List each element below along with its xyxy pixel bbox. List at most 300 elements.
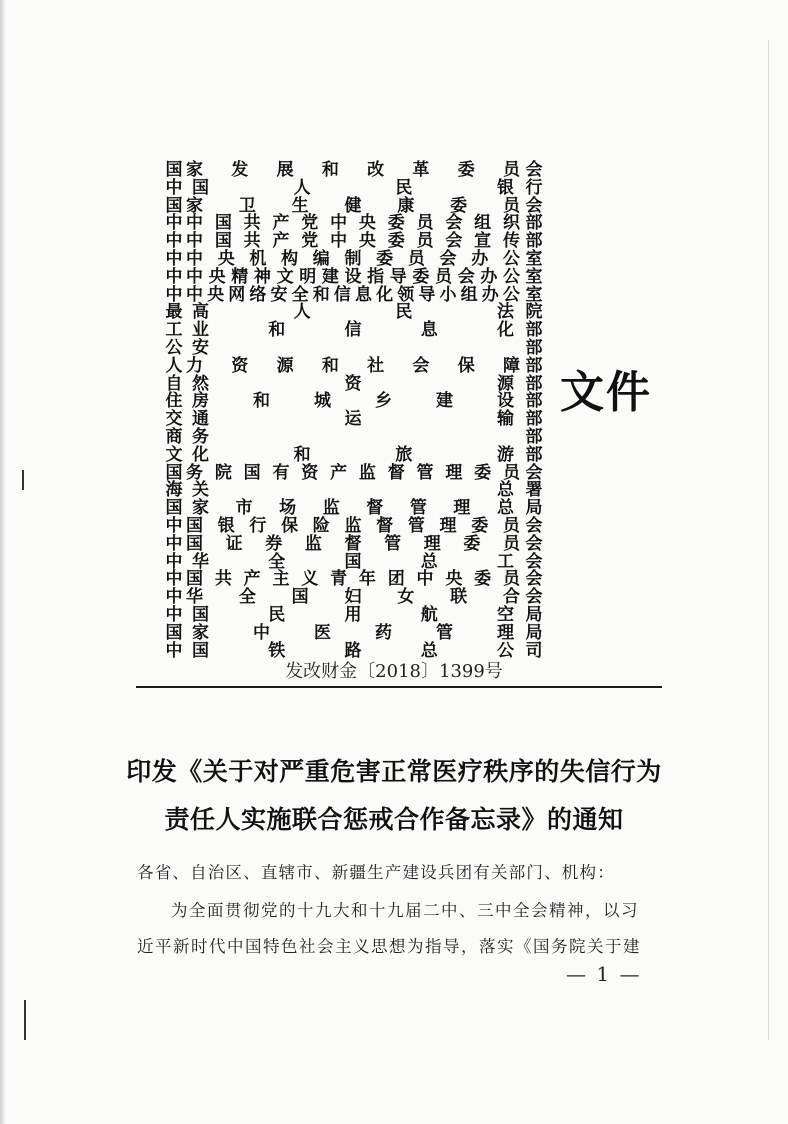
issuer-char: 委	[387, 213, 405, 234]
issuer-char: 和	[253, 391, 270, 412]
issuer-name-chars	[186, 177, 520, 198]
issuer-char: 关	[192, 480, 209, 501]
issuer-last-char: 部	[525, 426, 543, 447]
issuer-first-char: 国	[165, 160, 183, 180]
issuer-char: 员	[502, 569, 520, 590]
issuer-char: 员	[435, 266, 453, 287]
issuer-char: 华	[192, 551, 209, 572]
issuer-last-char: 会	[525, 587, 543, 608]
document-title-line-1: 印发《关于对严重危害正常医疗秩序的失信行为	[126, 757, 662, 786]
issuer-first-char: 文	[165, 444, 183, 465]
issuer-char: 银	[217, 515, 235, 536]
issuer-char: 资	[231, 355, 249, 376]
issuer-last-char: 部	[525, 355, 543, 376]
issuer-char: 督	[344, 533, 362, 554]
issuer-char: 总	[496, 498, 514, 519]
salutation: 各省、自治区、直辖市、新疆生产建设兵团有关部门、机构：	[137, 863, 615, 882]
issuer-char: 源	[497, 373, 514, 394]
issuer-char: 保	[457, 355, 475, 376]
issuer-name-chars	[186, 462, 520, 483]
issuer-char: 制	[344, 248, 362, 269]
issuer-char: 国	[192, 604, 209, 625]
issuer-char: 构	[281, 248, 299, 269]
issuer-char: 会	[457, 266, 475, 287]
issuer-char: 机	[249, 248, 267, 269]
issuer-char: 员	[503, 533, 520, 554]
body-paragraph-line-1: 为全面贯彻党的十九大和十九届二中、三中全会精神，以习	[171, 901, 639, 920]
issuer-char: 安	[270, 284, 288, 305]
issuer-char: 年	[358, 569, 376, 590]
scan-mark	[22, 470, 24, 490]
issuer-char: 行	[249, 515, 267, 536]
issuer-char: 团	[387, 569, 405, 590]
issuer-last-char: 会	[525, 195, 543, 216]
issuer-name-chars	[186, 215, 520, 233]
issuer-char: 城	[314, 391, 331, 412]
issuer-last-char: 会	[525, 533, 543, 554]
issuer-char: 委	[474, 462, 492, 483]
issuer-row	[164, 355, 546, 376]
issuer-char: 中	[186, 266, 203, 287]
issuer-char: 民	[395, 177, 413, 198]
issuer-char: 银	[496, 177, 514, 198]
issuer-char: 共	[243, 213, 261, 234]
issuer-first-char: 海	[165, 480, 183, 501]
issuer-char: 和	[321, 355, 339, 376]
issuer-name-chars	[186, 373, 520, 394]
issuer-last-char: 部	[525, 320, 543, 341]
issuer-char: 铁	[268, 640, 286, 661]
scan-shadow-edge	[0, 0, 6, 1124]
issuer-first-char: 人	[165, 355, 183, 376]
issuer-row	[164, 622, 546, 643]
issuer-char: 神	[253, 266, 271, 287]
issuer-char: 全	[238, 587, 256, 608]
issuer-char: 国	[214, 231, 232, 252]
issuer-char: 息	[420, 320, 438, 341]
issuer-last-char: 局	[525, 622, 543, 643]
issuer-char: 义	[301, 569, 319, 590]
issuer-char: 员	[416, 213, 434, 234]
issuer-char: 宣	[474, 231, 492, 252]
issuer-name-chars	[186, 533, 520, 554]
issuer-char: 理	[497, 622, 514, 643]
issuer-char: 信	[333, 284, 351, 305]
issuer-last-char: 部	[525, 391, 543, 412]
issuer-row	[164, 444, 546, 465]
issuer-name-chars	[186, 322, 520, 340]
issuer-char: 国	[186, 515, 203, 536]
issuer-char: 中	[186, 213, 203, 234]
issuer-last-char: 部	[525, 213, 543, 234]
issuer-char: 障	[502, 355, 520, 376]
issuer-char: 建	[321, 266, 339, 287]
issuer-last-char: 局	[525, 604, 543, 625]
header-divider	[136, 686, 662, 688]
issuer-char: 合	[502, 587, 520, 608]
issuer-char: 保	[281, 515, 299, 536]
issuer-name-chars	[186, 426, 520, 447]
issuer-char: 中	[416, 569, 434, 590]
issuer-char: 委	[463, 533, 481, 554]
issuer-first-char: 交	[165, 409, 183, 430]
issuer-name-chars	[186, 355, 520, 376]
issuer-char: 源	[276, 355, 294, 376]
issuer-last-char: 室	[525, 266, 543, 287]
issuer-char: 共	[214, 569, 232, 590]
issuer-char: 监	[322, 498, 340, 519]
issuer-char: 中	[186, 248, 203, 269]
issuer-char: 会	[412, 355, 430, 376]
issuer-char: 明	[299, 266, 317, 287]
issuer-last-char: 会	[525, 569, 543, 590]
issuer-char: 理	[445, 462, 463, 483]
issuer-first-char: 国	[165, 462, 183, 483]
issuer-char: 网	[228, 284, 246, 305]
issuer-char: 法	[496, 302, 514, 323]
issuer-char: 女	[397, 587, 415, 608]
issuer-char: 导	[389, 266, 407, 287]
issuer-char: 工	[497, 551, 514, 572]
issuer-char: 国	[192, 177, 209, 198]
issuer-char: 督	[366, 498, 384, 519]
issuer-char: 委	[471, 515, 489, 536]
issuer-name-chars	[186, 444, 520, 465]
issuer-char: 央	[208, 266, 226, 287]
issuer-last-char: 部	[525, 444, 543, 465]
issuer-char: 展	[276, 160, 294, 180]
scan-mark	[24, 1000, 26, 1040]
issuer-last-char: 司	[525, 640, 543, 661]
issuer-name-chars	[186, 551, 520, 572]
issuer-row	[164, 284, 546, 305]
issuer-char: 产	[272, 231, 290, 252]
issuer-char: 组	[460, 284, 478, 305]
issuer-char: 券	[265, 533, 283, 554]
issuer-char: 华	[186, 587, 203, 608]
issuer-row	[164, 426, 546, 447]
issuer-char: 监	[344, 515, 362, 536]
issuer-char: 公	[497, 640, 514, 661]
issuer-char: 国	[344, 551, 362, 572]
issuer-char: 民	[395, 302, 413, 323]
issuer-char: 党	[301, 231, 319, 252]
issuer-char: 中	[186, 231, 203, 252]
issuer-last-char: 部	[525, 409, 543, 430]
issuer-char: 央	[358, 213, 376, 234]
issuer-char: 委	[474, 569, 492, 590]
issuer-first-char: 住	[165, 391, 183, 412]
issuer-char: 主	[272, 569, 290, 590]
issuer-char: 人	[293, 302, 311, 323]
issuer-name-chars	[186, 411, 520, 429]
issuer-char: 理	[439, 515, 457, 536]
issuer-char: 险	[312, 515, 330, 536]
issuer-row	[164, 411, 546, 429]
issuer-last-char: 行	[525, 177, 543, 198]
page-number: — 1 —	[566, 962, 642, 986]
issuer-char: 设	[497, 391, 514, 412]
issuer-char: 康	[397, 195, 415, 216]
issuer-char: 家	[186, 160, 203, 180]
issuer-char: 空	[497, 604, 514, 625]
issuer-first-char: 自	[165, 373, 183, 394]
issuer-char: 游	[496, 444, 514, 465]
issuer-char: 委	[387, 231, 405, 252]
issuer-row	[164, 482, 546, 500]
issuer-char: 领	[397, 284, 415, 305]
document-title-line-2: 责任人实施联合惩戒合作备忘录》的通知	[164, 805, 624, 834]
issuer-char: 员	[502, 462, 520, 483]
issuer-first-char: 国	[165, 622, 183, 643]
issuer-char: 管	[436, 622, 453, 643]
issuer-char: 产	[272, 213, 290, 234]
issuer-char: 中	[330, 231, 348, 252]
issuer-char: 委	[412, 266, 430, 287]
issuer-name-chars	[186, 604, 520, 625]
issuer-char: 通	[192, 409, 209, 430]
issuer-first-char: 中	[165, 231, 183, 252]
issuer-char: 人	[293, 177, 311, 198]
issuer-last-char: 部	[525, 337, 543, 358]
issuer-char: 家	[192, 498, 209, 519]
issuer-char: 全	[268, 551, 286, 572]
issuer-first-char: 中	[165, 248, 183, 269]
issuer-char: 家	[186, 195, 203, 216]
issuer-char: 员	[502, 515, 520, 536]
issuer-char: 公	[502, 248, 520, 269]
issuer-char: 会	[445, 213, 463, 234]
issuer-char: 总	[497, 480, 514, 501]
issuer-first-char: 最	[165, 302, 183, 323]
issuer-last-char: 署	[525, 480, 543, 501]
issuer-char: 督	[376, 515, 394, 536]
issuer-char: 资	[301, 462, 319, 483]
issuer-char: 产	[243, 569, 261, 590]
issuer-name-chars	[186, 622, 520, 643]
issuer-first-char: 中	[165, 533, 183, 554]
issuer-last-char: 局	[525, 498, 543, 519]
issuer-first-char: 商	[165, 426, 183, 447]
issuer-char: 高	[192, 302, 209, 323]
issuer-char: 路	[344, 640, 362, 661]
issuer-char: 会	[445, 231, 463, 252]
document-number: 发改财金〔2018〕1399号	[285, 661, 503, 682]
issuer-char: 办	[480, 266, 498, 287]
issuer-char: 共	[243, 231, 261, 252]
issuer-char: 小	[439, 284, 457, 305]
issuer-first-char: 中	[165, 177, 183, 198]
issuer-row	[164, 177, 546, 198]
issuer-char: 房	[192, 391, 209, 412]
issuer-char: 和	[293, 444, 311, 465]
issuer-char: 发	[231, 160, 249, 180]
issuer-char: 有	[272, 462, 290, 483]
issuer-char: 会	[439, 248, 457, 269]
issuer-char: 央	[445, 569, 463, 590]
issuer-char: 家	[192, 622, 209, 643]
issuer-char: 然	[192, 373, 209, 394]
issuer-char: 化	[192, 444, 209, 465]
issuer-char: 乡	[375, 391, 392, 412]
issuer-last-char: 室	[525, 248, 543, 269]
issuer-char: 妇	[344, 587, 362, 608]
issuer-char: 力	[186, 355, 203, 376]
issuer-char: 民	[268, 604, 286, 625]
issuer-char: 安	[192, 337, 209, 358]
issuer-last-char: 部	[525, 231, 543, 252]
issuer-char: 医	[314, 622, 331, 643]
issuer-char: 全	[291, 284, 309, 305]
issuer-char: 健	[344, 195, 362, 216]
issuer-char: 运	[344, 409, 362, 430]
issuer-first-char: 中	[165, 284, 183, 305]
issuer-first-char: 中	[165, 266, 183, 287]
issuer-char: 管	[384, 533, 402, 554]
issuer-last-char: 院	[525, 302, 543, 323]
issuer-char: 证	[225, 533, 243, 554]
issuer-char: 改	[367, 160, 385, 180]
issuer-char: 输	[497, 409, 514, 430]
issuer-last-char: 会	[525, 551, 543, 572]
issuer-char: 党	[301, 213, 319, 234]
issuer-char: 央	[358, 231, 376, 252]
issuer-char: 中	[186, 284, 203, 305]
issuer-char: 委	[457, 160, 475, 180]
issuer-char: 传	[502, 231, 520, 252]
issuer-char: 办	[471, 248, 489, 269]
scan-mark	[768, 40, 769, 1040]
document-suffix-wenjian: 文件	[560, 367, 652, 418]
issuer-char: 国	[186, 569, 203, 590]
issuer-last-char: 会	[525, 515, 543, 536]
issuer-row	[164, 373, 546, 394]
issuer-char: 化	[497, 320, 514, 341]
issuer-name-chars	[186, 195, 520, 216]
issuer-char: 息	[355, 284, 372, 305]
issuer-char: 生	[291, 195, 309, 216]
issuer-char: 务	[192, 426, 209, 447]
issuer-row	[164, 462, 546, 483]
issuer-last-char: 会	[525, 160, 543, 180]
issuer-char: 员	[416, 231, 434, 252]
issuing-agencies-block	[164, 162, 546, 660]
issuer-first-char: 中	[165, 640, 183, 661]
issuer-char: 中	[330, 213, 348, 234]
issuer-char: 办	[481, 284, 499, 305]
issuer-char: 员	[502, 195, 520, 216]
issuer-row	[164, 337, 546, 358]
issuer-first-char: 中	[165, 213, 183, 234]
issuer-char: 指	[367, 266, 385, 287]
issuer-first-char: 中	[165, 515, 183, 536]
issuer-char: 药	[375, 622, 392, 643]
issuer-char: 资	[344, 373, 362, 394]
issuer-char: 国	[291, 587, 309, 608]
issuer-char: 络	[249, 284, 267, 305]
issuer-char: 国	[214, 213, 232, 234]
issuer-char: 和	[268, 320, 286, 341]
issuer-char: 和	[321, 160, 339, 180]
issuer-char: 公	[502, 284, 520, 305]
issuer-char: 精	[231, 266, 249, 287]
issuer-char: 航	[420, 604, 438, 625]
issuer-name-chars	[186, 266, 520, 287]
issuer-char: 员	[407, 248, 425, 269]
issuer-name-chars	[186, 162, 520, 180]
issuer-row	[164, 162, 546, 180]
issuer-char: 中	[253, 622, 270, 643]
issuer-char: 组	[474, 213, 492, 234]
issuer-char: 总	[420, 640, 438, 661]
issuer-row	[164, 322, 546, 340]
issuer-char: 建	[436, 391, 453, 412]
issuer-char: 革	[412, 160, 430, 180]
issuer-char: 员	[502, 160, 520, 180]
issuer-char: 央	[207, 284, 225, 305]
issuer-char: 和	[312, 284, 330, 305]
issuer-char: 务	[186, 462, 203, 483]
issuer-char: 公	[502, 266, 520, 287]
issuer-last-char: 室	[525, 284, 543, 305]
issuer-char: 文	[276, 266, 294, 287]
issuer-char: 督	[387, 462, 405, 483]
issuer-name-chars	[186, 284, 520, 305]
issuer-char: 国	[192, 640, 209, 661]
issuer-char: 产	[330, 462, 348, 483]
issuer-char: 业	[192, 320, 209, 341]
issuer-char: 院	[214, 462, 232, 483]
issuer-char: 青	[330, 569, 348, 590]
issuer-char: 设	[344, 266, 362, 287]
issuer-char: 市	[235, 498, 253, 519]
issuer-char: 国	[186, 533, 203, 554]
issuer-char: 委	[450, 195, 468, 216]
issuer-first-char: 中	[165, 551, 183, 572]
issuer-char: 总	[420, 551, 438, 572]
issuer-char: 联	[450, 587, 468, 608]
issuer-char: 委	[376, 248, 394, 269]
issuer-char: 监	[358, 462, 376, 483]
issuer-char: 理	[453, 498, 471, 519]
issuer-char: 央	[217, 248, 235, 269]
issuer-char: 理	[423, 533, 441, 554]
issuer-first-char: 国	[165, 195, 183, 216]
issuer-char: 织	[502, 213, 520, 234]
issuer-first-char: 国	[165, 498, 183, 519]
issuer-char: 场	[279, 498, 297, 519]
issuer-first-char: 工	[165, 320, 183, 341]
issuer-char: 化	[376, 284, 394, 305]
issuer-char: 导	[418, 284, 436, 305]
issuer-row	[164, 604, 546, 625]
issuer-first-char: 公	[165, 337, 183, 358]
issuer-char: 编	[312, 248, 330, 269]
issuer-last-char: 会	[525, 462, 543, 483]
issuer-char: 国	[243, 462, 261, 483]
issuer-char: 卫	[238, 195, 256, 216]
issuer-char: 管	[407, 515, 425, 536]
issuer-char: 信	[344, 320, 362, 341]
issuer-char: 管	[409, 498, 427, 519]
issuer-last-char: 部	[525, 373, 543, 394]
issuer-first-char: 中	[165, 569, 183, 590]
issuer-first-char: 中	[165, 604, 183, 625]
issuer-row	[164, 266, 546, 287]
issuer-char: 管	[416, 462, 434, 483]
issuer-char: 用	[344, 604, 362, 625]
issuer-char: 旅	[395, 444, 413, 465]
